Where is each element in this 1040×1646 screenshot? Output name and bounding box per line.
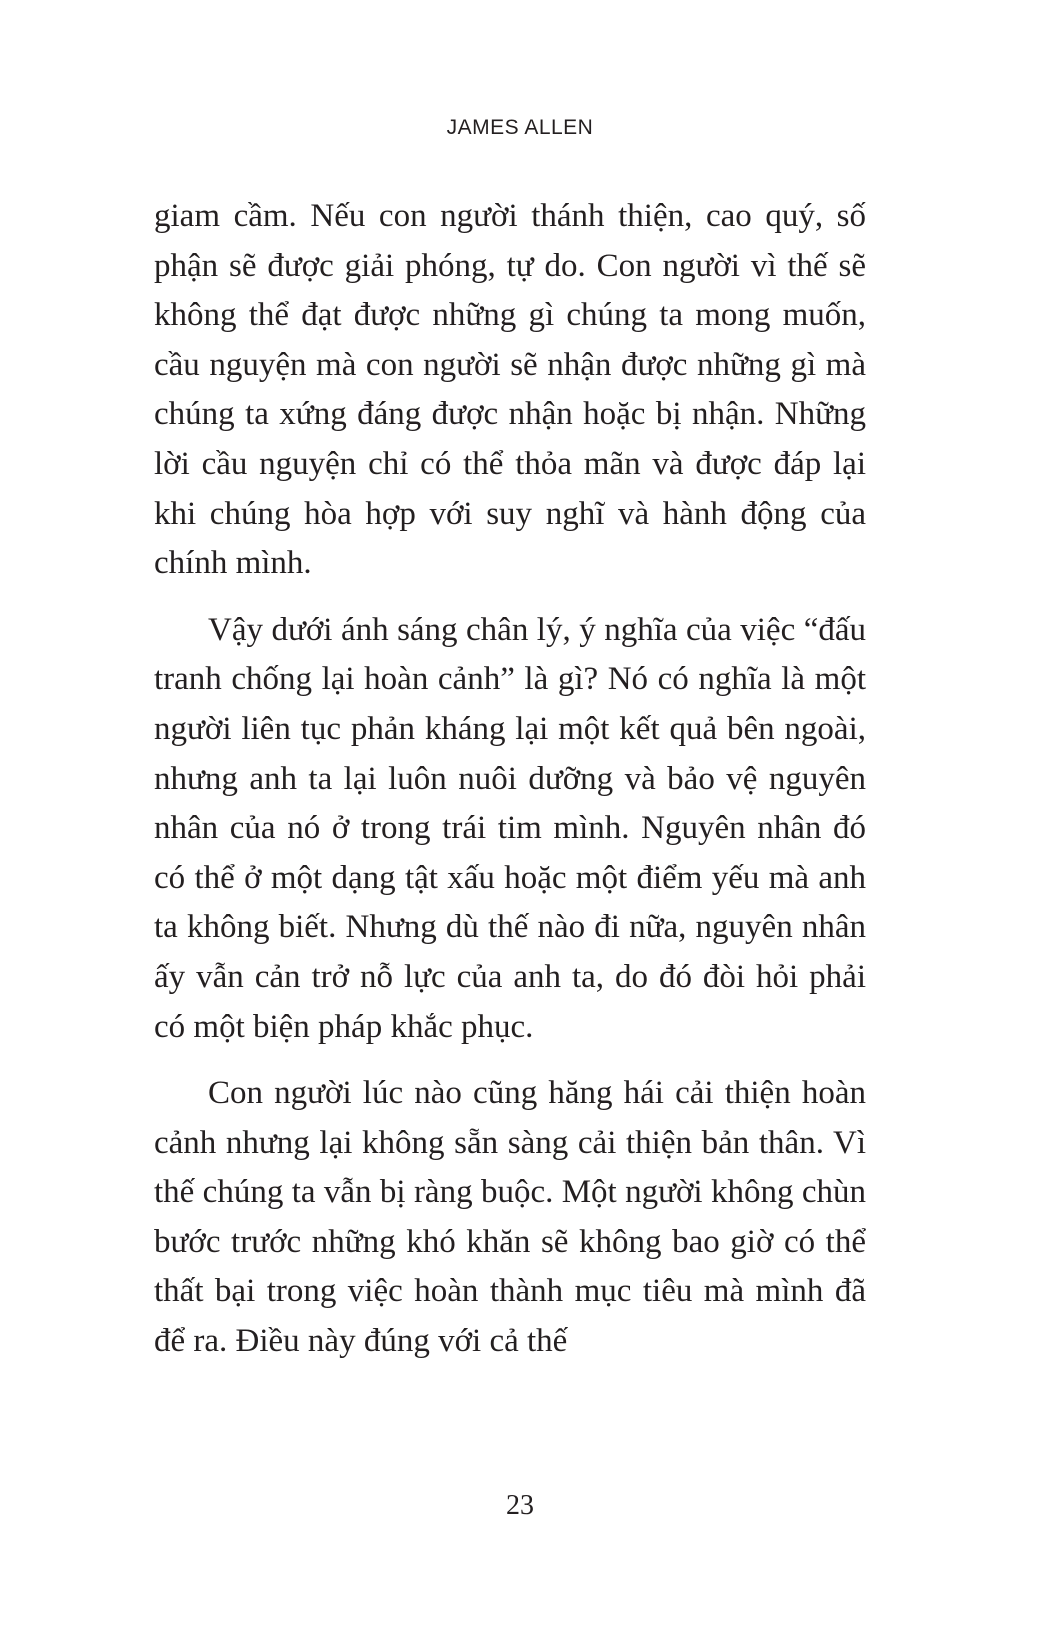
page-number: 23 <box>506 1490 534 1521</box>
body-text <box>154 192 866 1384</box>
paragraph-continued: giam cầm. Nếu con người thánh thiện, cao quý, số phận sẽ được giải phóng, tự do. Con người vì thế sẽ không thể đạt được những gì chúng ta mong muốn, cầu nguyện mà con người sẽ nhận được những gì mà chúng ta xứng đáng được nhận hoặc bị nhận. Những lời cầu nguyện chỉ có thể thỏa mãn và được đáp lại khi chúng hòa hợp với suy nghĩ và hành động của chính mình. <box>154 198 866 582</box>
running-header-author: JAMES ALLEN <box>446 116 594 139</box>
paragraph: Con người lúc nào cũng hăng hái cải thiện hoàn cảnh nhưng lại không sẵn sàng cải thiện bản thân. Vì thế chúng ta vẫn bị ràng buộc. Một người không chùn bước trước những khó khăn sẽ không bao giờ có thể thất bại trong việc hoàn thành mục tiêu mà mình đã để ra. Điều này đúng với cả thế <box>154 1075 866 1360</box>
paragraph: Vậy dưới ánh sáng chân lý, ý nghĩa của việc “đấu tranh chống lại hoàn cảnh” là gì? Nó có nghĩa là một người liên tục phản kháng lại một kết quả bên ngoài, nhưng anh ta lại luôn nuôi dưỡng và bảo vệ nguyên nhân của nó ở trong trái tim mình. Nguyên nhân đó có thể ở một dạng tật xấu hoặc một điểm yếu mà anh ta không biết. Nhưng dù thế nào đi nữa, nguyên nhân ấy vẫn cản trở nỗ lực của anh ta, do đó đòi hỏi phải có một biện pháp khắc phục. <box>154 611 866 1045</box>
